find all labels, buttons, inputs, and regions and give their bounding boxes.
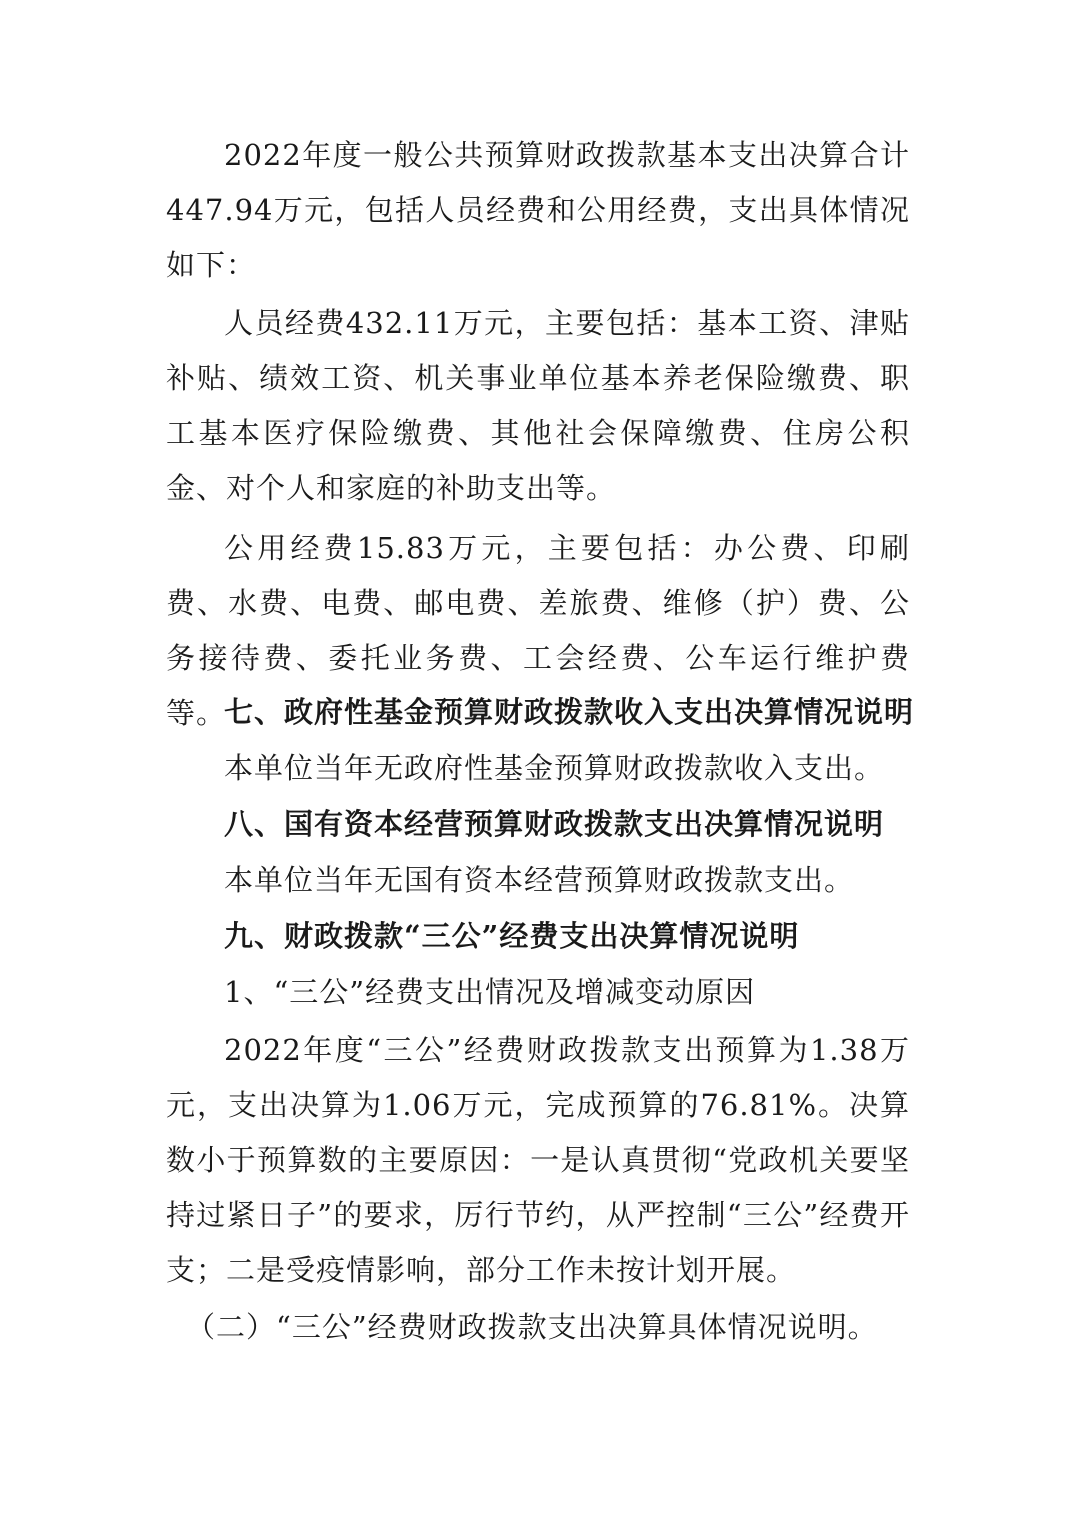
subheading-three-public-expenses: 1、“三公”经费支出情况及增减变动原因 <box>224 975 756 1009</box>
paragraph-three-public-budget: 2022年度“三公”经费财政拨款支出预算为1.38万元，支出决算为1.06万元，完成预算的76.81%。决算数小于预算数的主要原因：一是认真贯彻“党政机关要坚持过紧日子”的要求，厉行节约，从严控制“三公”经费开支；二是受疫情影响，部分工作未按计划开展。 <box>166 1033 910 1287</box>
paragraph-state-capital-note: 本单位当年无国有资本经营预算财政拨款支出。 <box>224 863 855 897</box>
section-heading-8: 八、国有资本经营预算财政拨款支出决算情况说明 <box>224 807 885 841</box>
paragraph-public-expenses: 公用经费15.83万元，主要包括：办公费、印刷费、水费、电费、邮电费、差旅费、维修（护）费、公务接待费、委托业务费、工会经费、公车运行维护费等。 <box>166 531 910 730</box>
paragraph-personnel-expenses: 人员经费432.11万元，主要包括：基本工资、津贴补贴、绩效工资、机关事业单位基本养老保险缴费、职工基本医疗保险缴费、其他社会保障缴费、住房公积金、对个人和家庭的补助支出等。 <box>166 306 910 505</box>
section-heading-7: 七、政府性基金预算财政拨款收入支出决算情况说明 <box>224 695 915 729</box>
paragraph-government-fund-note: 本单位当年无政府性基金预算财政拨款收入支出。 <box>224 751 885 785</box>
paragraph-three-public-detail-heading: （二）“三公”经费财政拨款支出决算具体情况说明。 <box>186 1310 878 1344</box>
section-heading-9: 九、财政拨款“三公”经费支出决算情况说明 <box>224 919 800 953</box>
paragraph-basic-expenditure-total: 2022年度一般公共预算财政拨款基本支出决算合计447.94万元，包括人员经费和公用经费，支出具体情况如下： <box>166 138 910 282</box>
